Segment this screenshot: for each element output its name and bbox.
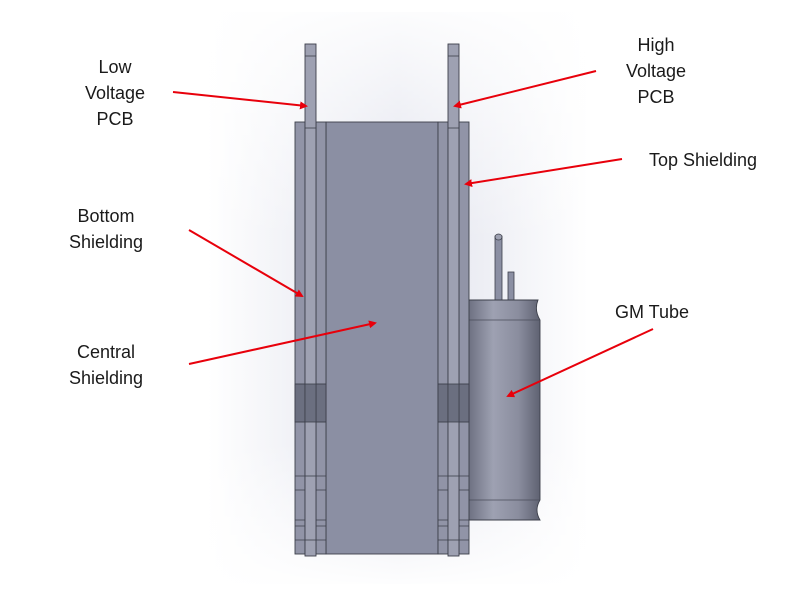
high-voltage-pcb-dark-band	[448, 384, 459, 422]
label-line: PCB	[637, 87, 675, 107]
label-line: High	[637, 35, 675, 55]
label-line: Top Shielding	[648, 150, 758, 170]
label-line: PCB	[96, 109, 134, 129]
top-shielding-outer-plate	[459, 122, 469, 554]
high-voltage-pcb	[448, 44, 459, 556]
label-line: Voltage	[625, 61, 687, 81]
label-line: Voltage	[84, 83, 146, 103]
low-voltage-pcb	[305, 44, 316, 556]
label-line: Low	[98, 57, 132, 77]
central-shielding-block	[326, 122, 438, 554]
label-gm-tube	[604, 299, 700, 325]
label-central-shielding	[60, 339, 152, 391]
label-top-shielding	[638, 147, 768, 173]
label-high-voltage-pcb	[618, 32, 694, 110]
gm-tube-pin-tall	[495, 236, 502, 300]
label-bottom-shielding	[60, 203, 152, 255]
label-line: Central	[76, 342, 136, 362]
gm-tube-pin-cap	[495, 234, 502, 240]
label-line: Shielding	[68, 232, 144, 252]
low-voltage-pcb-board	[305, 44, 316, 556]
label-line: Bottom	[77, 206, 135, 226]
label-line: GM Tube	[614, 302, 690, 322]
bottom-shielding-inner-plate	[316, 122, 326, 554]
top-shielding-inner-plate	[438, 122, 448, 554]
gm-tube-pin-short	[508, 272, 514, 300]
label-low-voltage-pcb	[80, 54, 150, 132]
low-voltage-pcb-dark-band	[305, 384, 316, 422]
gm-tube-body	[468, 300, 540, 520]
label-line: Shielding	[68, 368, 144, 388]
high-voltage-pcb-board	[448, 44, 459, 556]
